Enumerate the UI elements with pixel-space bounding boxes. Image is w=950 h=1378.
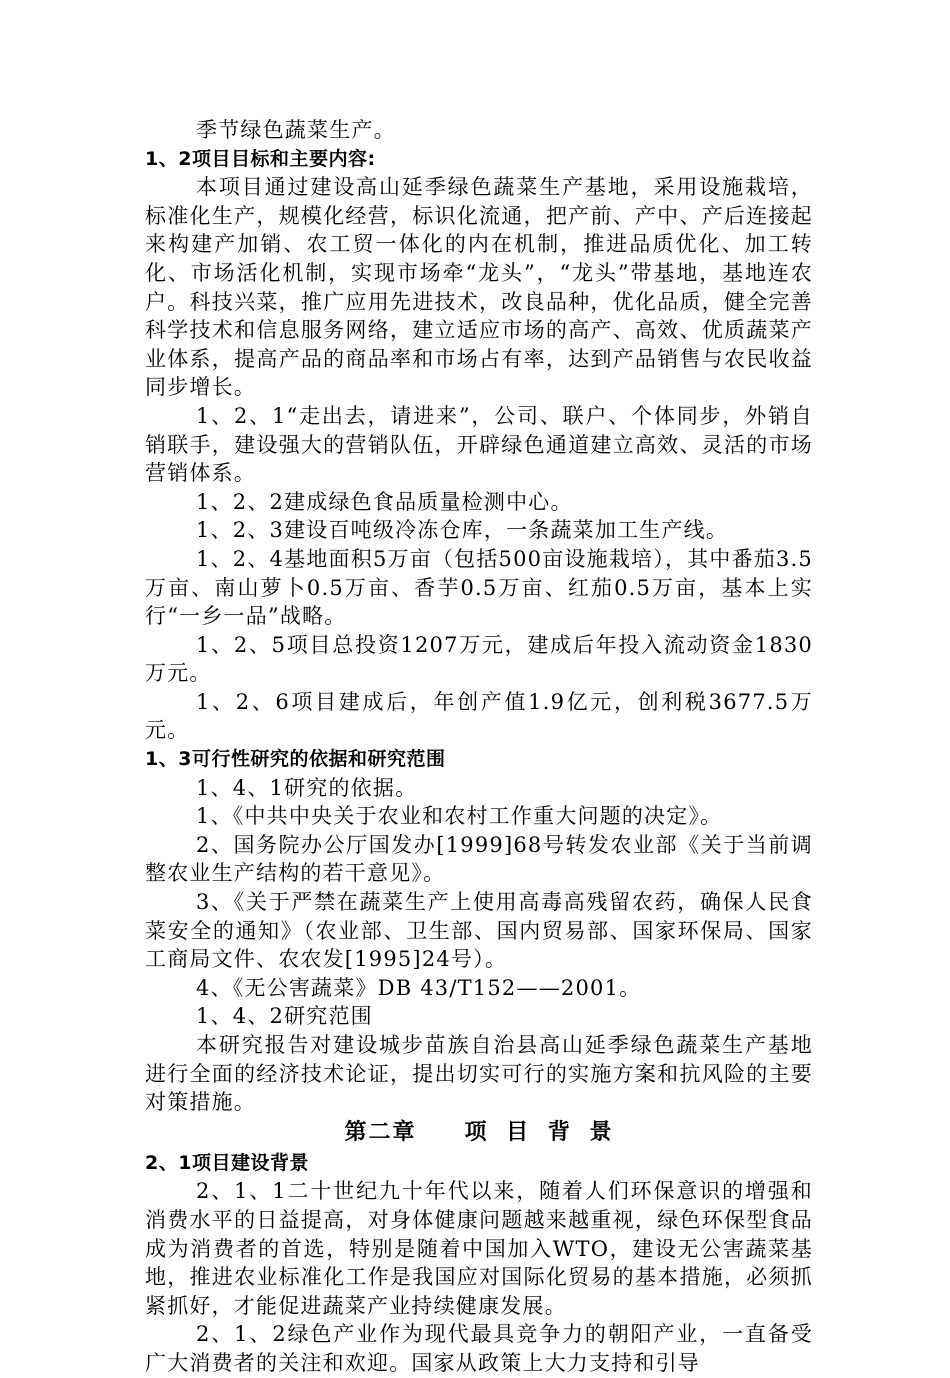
- section-heading-1-3: 1、3可行性研究的依据和研究范围: [145, 748, 446, 771]
- paragraph-1-2-6: 1、2、6项目建成后，年创产值1.9亿元，创利税3677.5万元。: [145, 689, 813, 743]
- paragraph-1-2-5: 1、2、5项目总投资1207万元，建成后年投入流动资金1830万元。: [145, 632, 813, 686]
- paragraph-research-scope: 本研究报告对建设城步苗族自治县高山延季绿色蔬菜生产基地进行全面的经济技术论证，提出切实可行的实施方案和抗风险的主要对策措施。: [145, 1033, 813, 1115]
- reference-item-1: 1、《中共中央关于农业和农村工作重大问题的决定》。: [196, 804, 723, 829]
- paragraph-project-overview: 本项目通过建设高山延季绿色蔬菜生产基地，采用设施栽培，标准化生产，规模化经营，标识化流通，把产前、产中、产后连接起来构建产加销、农工贸一体化的内在机制，推进品质优化、加工转化、市场活化机制，实现市场牵“龙头”，“龙头”带基地，基地连农户。科技兴菜，推广应用先进技术，改良品种，优化品质，健全完善科学技术和信息服务网络，建立适应市场的高产、高效、优质蔬菜产业体系，提高产品的商品率和市场占有率，达到产品销售与农民收益同步增长。: [145, 175, 813, 400]
- paragraph-1-2-1: 1、2、1“走出去，请进来”，公司、联户、个体同步，外销自销联手，建设强大的营销队伍，开辟绿色通道建立高效、灵活的市场营销体系。: [145, 403, 813, 486]
- reference-item-2: 2、国务院办公厅国发办[1999]68号转发农业部《关于当前调整农业生产结构的若干意见》。: [145, 832, 813, 886]
- paragraph-2-1-1: 2、1、1二十世纪九十年代以来，随着人们环保意识的增强和消费水平的日益提高，对身体健康问题越来越重视，绿色环保型食品成为消费者的首选，特别是随着中国加入WTO，建设无公害蔬菜基地，推进农业标准化工作是我国应对国际化贸易的基本措施，必须抓紧抓好，才能促进蔬菜产业持续健康发展。: [145, 1179, 813, 1318]
- paragraph-2-1-2: 2、1、2绿色产业作为现代最具竞争力的朝阳产业，一直备受广大消费者的关注和欢迎。国家从政策上大力支持和引导: [145, 1322, 813, 1375]
- paragraph-1-2-2: 1、2、2建成绿色食品质量检测中心。: [196, 489, 573, 514]
- section-heading-2-1: 2、1项目建设背景: [145, 1151, 309, 1174]
- reference-item-4: 4、《无公害蔬菜》DB 43/T152——2001。: [196, 975, 642, 1000]
- reference-item-3: 3、《关于严禁在蔬菜生产上使用高毒高残留农药，确保人民食菜安全的通知》（农业部、卫生部、国内贸易部、国家环保局、国家工商局文件、农农发[1995]24号）。: [145, 890, 813, 972]
- paragraph-seasonal-production: 季节绿色蔬菜生产。: [196, 118, 396, 142]
- paragraph-1-2-3: 1、2、3建设百吨级冷冻仓库，一条蔬菜加工生产线。: [196, 518, 729, 543]
- paragraph-1-2-4: 1、2、4基地面积5万亩（包括500亩设施栽培），其中番茄3.5万亩、南山萝卜0.5万亩、香芋0.5万亩、红茄0.5万亩，基本上实行“一乡一品”战略。: [145, 546, 813, 629]
- paragraph-1-4-2: 1、4、2研究范围: [196, 1004, 373, 1029]
- document-page: [145, 116, 813, 1378]
- paragraph-1-4-1: 1、4、1研究的依据。: [196, 775, 418, 800]
- section-heading-1-2: 1、2项目目标和主要内容:: [145, 147, 376, 170]
- chapter-title: 第二章 项 目 背 景: [344, 1119, 614, 1145]
